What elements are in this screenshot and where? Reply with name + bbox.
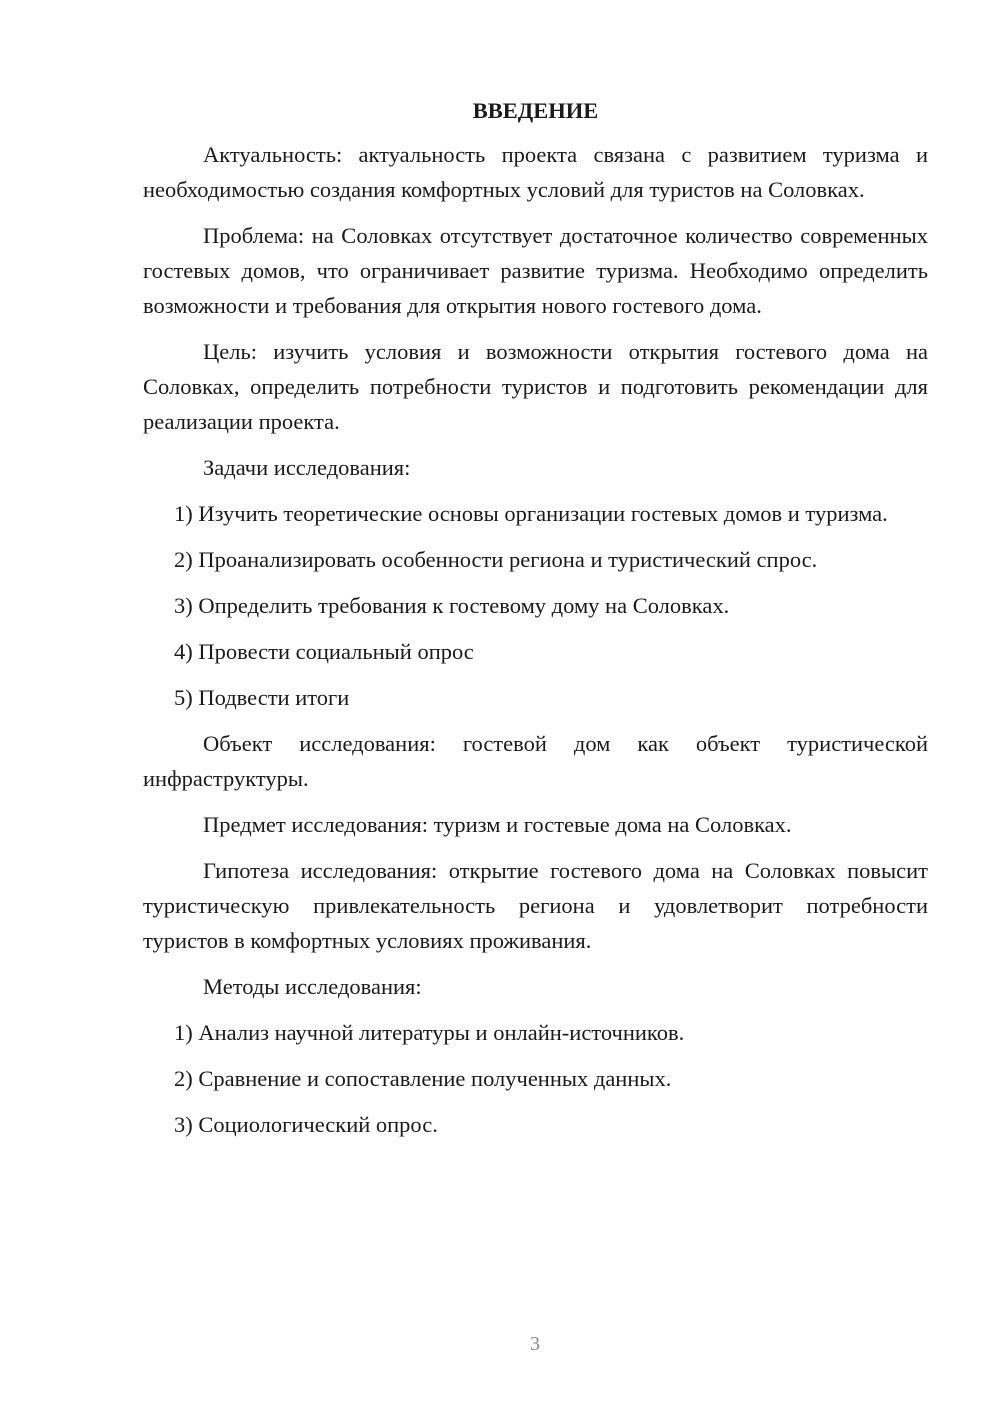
method-item: 2) Сравнение и сопоставление полученных данных. [174,1066,672,1091]
subject-paragraph: Предмет исследования: туризм и гостевые дома на Соловках. [203,812,792,837]
method-item: 3) Социологический опрос. [174,1112,438,1137]
goal-paragraph: Цель: изучить условия и возможности открытия гостевого дома на Соловках, определить потребности туристов и подготовить рекомендации для реализации проекта. [143,339,928,434]
task-item: 3) Определить требования к гостевому дому на Соловках. [174,593,730,618]
task-item: 2) Проанализировать особенности региона и туристический спрос. [174,547,818,572]
task-item: 4) Провести социальный опрос [174,639,474,664]
methods-heading: Методы исследования: [203,974,422,999]
page-number: 3 [530,1333,540,1355]
relevance-paragraph: Актуальность: актуальность проекта связана с развитием туризма и необходимостью создания комфортных условий для туристов на Соловках. [143,142,928,202]
hypothesis-paragraph: Гипотеза исследования: открытие гостевого дома на Соловках повысит туристическую привлекательность региона и удовлетворит потребности туристов в комфортных условиях проживания. [143,858,928,953]
document-page [143,95,928,1153]
problem-paragraph: Проблема: на Соловках отсутствует достаточное количество современных гостевых домов, что ограничивает развитие туризма. Необходимо определить возможности и требования для открытия нового гостевого дома. [143,223,928,318]
object-paragraph: Объект исследования: гостевой дом как объект туристической инфраструктуры. [143,731,928,791]
task-item: 5) Подвести итоги [174,685,350,710]
method-item: 1) Анализ научной литературы и онлайн-источников. [174,1020,685,1045]
tasks-heading: Задачи исследования: [203,455,411,480]
task-item: 1) Изучить теоретические основы организации гостевых домов и туризма. [174,501,888,526]
section-title: ВВЕДЕНИЕ [472,98,599,123]
